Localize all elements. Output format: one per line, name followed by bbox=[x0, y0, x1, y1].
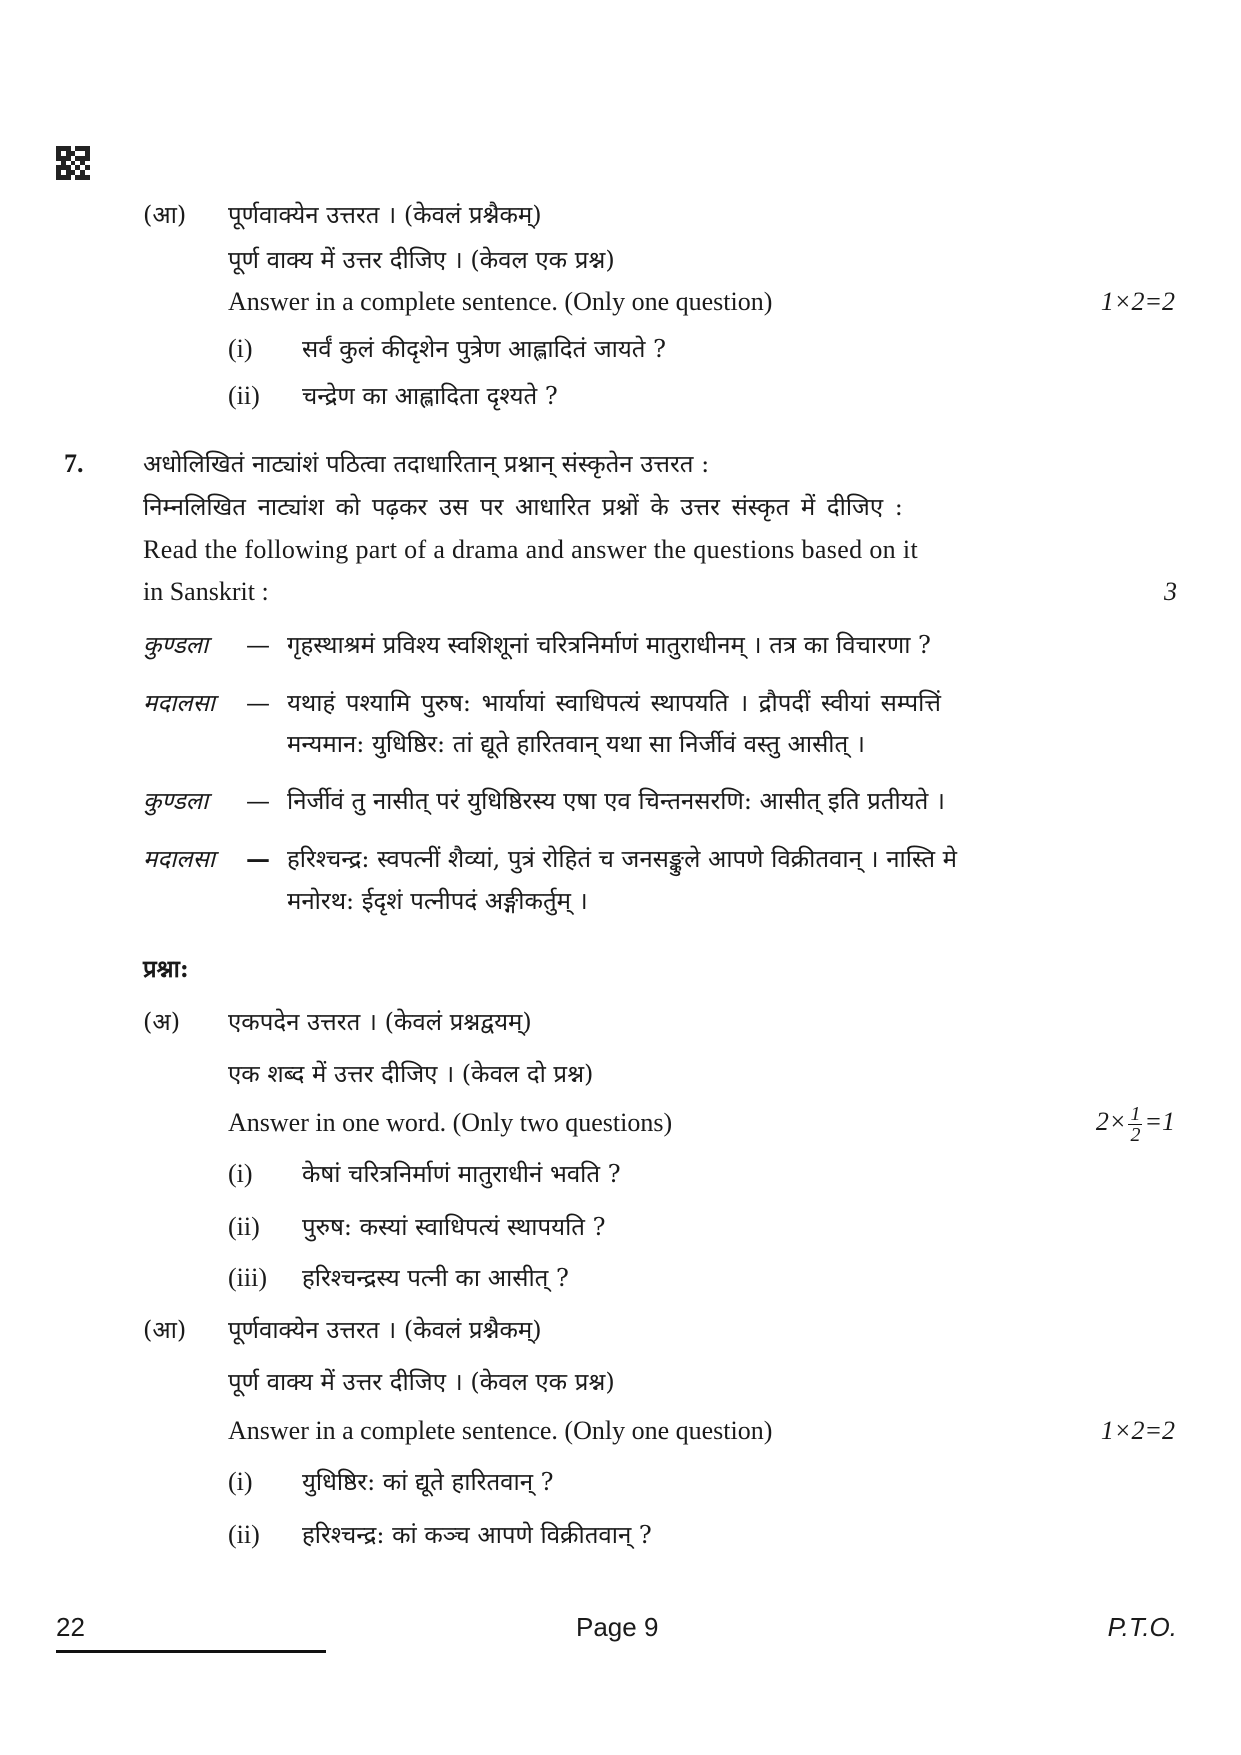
part-a-q-iii-num: (iii) bbox=[228, 1263, 267, 1292]
part-a-q-i-text: केषां चरित्रनिर्माणं मातुराधीनं भवति ? bbox=[302, 1160, 621, 1188]
part-a-marks-prefix: 2× bbox=[1095, 1107, 1127, 1136]
dialogue-3-dash: — bbox=[246, 787, 270, 815]
page-number: Page 9 bbox=[576, 1612, 659, 1642]
prev-part-b-instr-en: Answer in a complete sentence. (Only one question) bbox=[228, 287, 773, 316]
paper-code: 22 bbox=[56, 1612, 85, 1642]
dialogue-4-line-2: मनोरथ: ईदृशं पत्नीपदं अङ्गीकर्तुम् । bbox=[287, 887, 588, 915]
prev-part-b-marks: 1×2=2 bbox=[1100, 287, 1175, 316]
dialogue-4-speaker: मदालसा bbox=[143, 845, 216, 873]
prev-part-b-label: (आ) bbox=[143, 201, 187, 229]
part-a-instr-en: Answer in one word. (Only two questions) bbox=[228, 1108, 673, 1137]
q7-marks: 3 bbox=[1164, 577, 1177, 606]
dialogue-4-line-1: हरिश्चन्द्र: स्वपत्नीं शैव्यां, पुत्रं रोहितं च जनसङ्कुले आपणे विक्रीतवान् । नास्ति मे bbox=[287, 845, 957, 873]
question-number: 7. bbox=[64, 449, 84, 478]
dialogue-1-speaker: कुण्डला bbox=[143, 631, 209, 659]
part-b-q-i-num: (i) bbox=[228, 1467, 253, 1496]
questions-heading: प्रश्ना: bbox=[143, 954, 189, 983]
prev-q-ii-num: (ii) bbox=[228, 381, 260, 410]
part-a-q-ii-num: (ii) bbox=[228, 1212, 260, 1241]
q7-instr-en-2: in Sanskrit : bbox=[143, 577, 269, 606]
part-b-instr-en: Answer in a complete sentence. (Only one question) bbox=[228, 1416, 773, 1445]
part-a-q-ii-text: पुरुष: कस्यां स्वाधिपत्यं स्थापयति ? bbox=[302, 1213, 606, 1241]
q7-instr-hi: निम्नलिखित नाट्यांश को पढ़कर उस पर आधारित प्रश्नों के उत्तर संस्कृत में दीजिए : bbox=[143, 493, 903, 521]
part-b-q-ii-num: (ii) bbox=[228, 1520, 260, 1549]
q7-instr-en-1: Read the following part of a drama and answer the questions based on it bbox=[143, 535, 919, 564]
q7-instr-sa: अधोलिखितं नाट्यांशं पठित्वा तदाधारितान् प्रश्नान् संस्कृतेन उत्तरत : bbox=[143, 450, 710, 478]
prev-q-ii-text: चन्द्रेण का आह्लादिता दृश्यते ? bbox=[302, 382, 558, 410]
part-a-instr-hi: एक शब्द में उत्तर दीजिए । (केवल दो प्रश्न) bbox=[228, 1060, 594, 1088]
fraction-numerator: 1 bbox=[1130, 1102, 1141, 1125]
prev-q-i-text: सर्वं कुलं कीदृशेन पुत्रेण आह्लादितं जायते ? bbox=[302, 335, 666, 363]
prev-part-b-instr-sa: पूर्णवाक्येन उत्तरत । (केवलं प्रश्नैकम्) bbox=[228, 201, 542, 229]
part-a-label: (अ) bbox=[143, 1008, 181, 1036]
dialogue-1-line: गृहस्थाश्रमं प्रविश्य स्वशिशूनां चरित्रनिर्माणं मातुराधीनम् । तत्र का विचारणा ? bbox=[287, 631, 931, 659]
footer-divider bbox=[56, 1650, 326, 1653]
pto-label: P.T.O. bbox=[1107, 1612, 1177, 1642]
dialogue-2-line-1: यथाहं पश्यामि पुरुष: भार्यायां स्वाधिपत्यं स्थापयति । द्रौपदीं स्वीयां सम्पत्तिं bbox=[287, 689, 941, 717]
part-a-q-iii-text: हरिश्चन्द्रस्य पत्नी का आसीत् ? bbox=[302, 1264, 569, 1292]
part-b-label: (आ) bbox=[143, 1316, 187, 1344]
part-b-instr-hi: पूर्ण वाक्य में उत्तर दीजिए । (केवल एक प्रश्न) bbox=[228, 1368, 615, 1396]
prev-part-b-instr-hi: पूर्ण वाक्य में उत्तर दीजिए । (केवल एक प्रश्न) bbox=[228, 246, 615, 274]
dialogue-2-line-2: मन्यमान: युधिष्ठिर: तां द्यूते हारितवान् यथा सा निर्जीवं वस्तु आसीत् । bbox=[287, 730, 865, 758]
fraction bbox=[1128, 1104, 1142, 1145]
qr-code-icon bbox=[56, 146, 90, 180]
prev-q-i-num: (i) bbox=[228, 334, 253, 363]
dialogue-1-dash: — bbox=[246, 631, 270, 659]
dialogue-2-dash: — bbox=[246, 689, 270, 717]
part-b-marks: 1×2=2 bbox=[1100, 1416, 1175, 1445]
fraction-denominator: 2 bbox=[1130, 1123, 1141, 1146]
part-b-q-i-text: युधिष्ठिर: कां द्यूते हारितवान् ? bbox=[302, 1468, 554, 1496]
part-a-marks bbox=[1096, 1100, 1175, 1145]
dialogue-4-dash: — bbox=[246, 844, 270, 873]
part-a-marks-suffix: =1 bbox=[1144, 1107, 1175, 1136]
part-b-instr-sa: पूर्णवाक्येन उत्तरत । (केवलं प्रश्नैकम्) bbox=[228, 1316, 542, 1344]
part-a-q-i-num: (i) bbox=[228, 1159, 253, 1188]
part-a-instr-sa: एकपदेन उत्तरत । (केवलं प्रश्नद्वयम्) bbox=[228, 1008, 532, 1036]
dialogue-3-speaker: कुण्डला bbox=[143, 787, 209, 815]
dialogue-2-speaker: मदालसा bbox=[143, 689, 216, 717]
part-b-q-ii-text: हरिश्चन्द्र: कां कञ्च आपणे विक्रीतवान् ? bbox=[302, 1521, 652, 1549]
dialogue-3-line: निर्जीवं तु नासीत् परं युधिष्ठिरस्य एषा एव चिन्तनसरणि: आसीत् इति प्रतीयते । bbox=[287, 787, 946, 815]
